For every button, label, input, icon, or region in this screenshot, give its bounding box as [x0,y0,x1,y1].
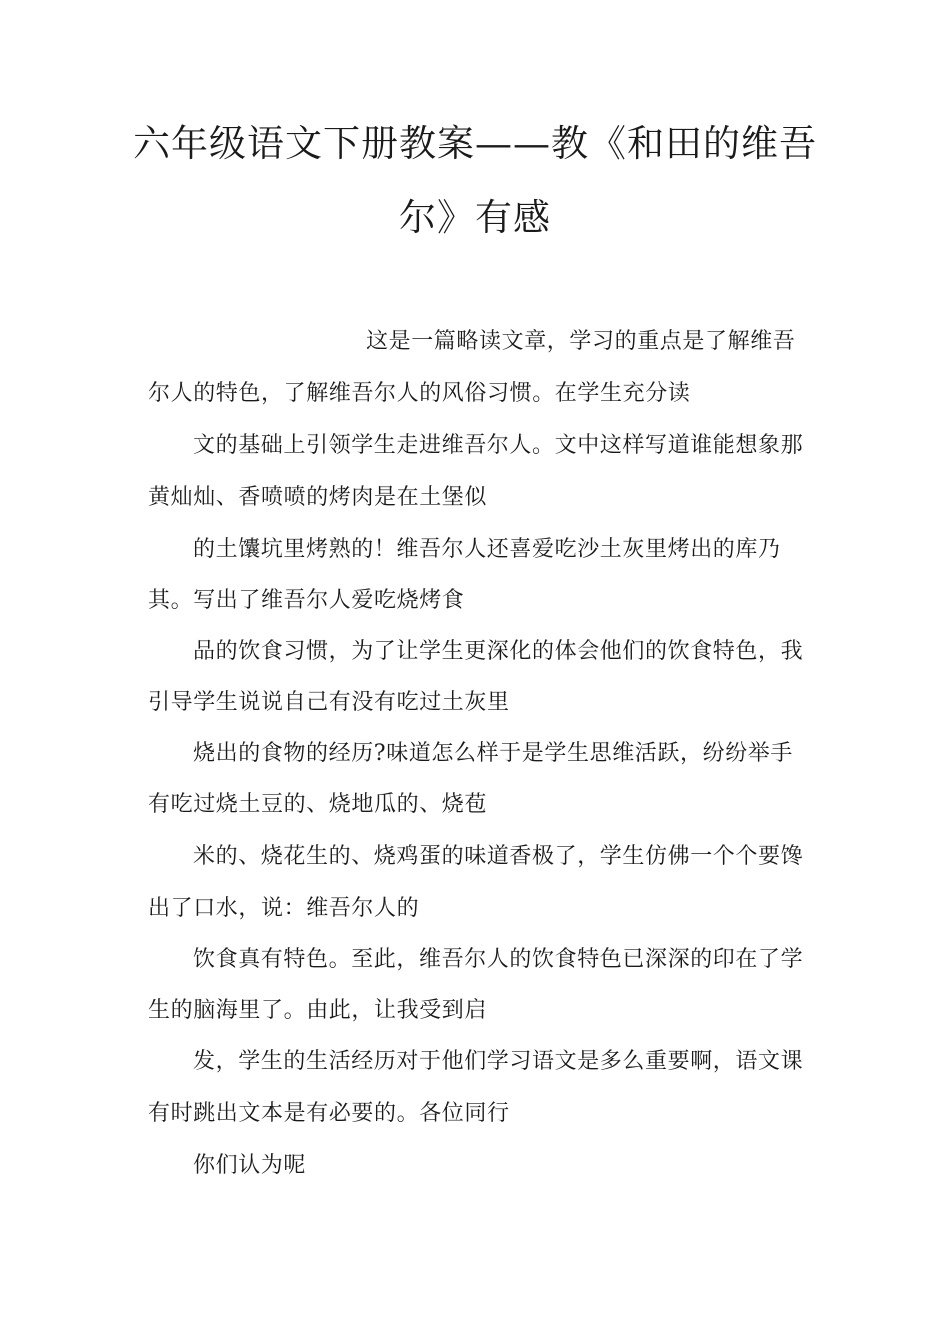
paragraph-line: 尔人的特色，了解维吾尔人的风俗习惯。在学生充分读 [148,381,691,406]
paragraph-line: 文的基础上引领学生走进维吾尔人。文中这样写道谁能想象那 [193,433,804,458]
paragraph-line: 引导学生说说自己有没有吃过土灰里 [148,690,510,715]
document-title-line-2: 尔》有感 [399,196,551,239]
paragraph-line: 出了口水，说：维吾尔人的 [148,896,420,921]
paragraph-line: 发，学生的生活经历对于他们学习语文是多么重要啊，语文课 [193,1049,804,1074]
paragraph-line: 你们认为呢 [193,1153,307,1178]
paragraph-line: 烧出的食物的经历?味道怎么样于是学生思维活跃，纷纷举手 [193,741,793,766]
paragraph-line: 这是一篇略读文章，学习的重点是了解维吾 [366,329,796,354]
paragraph-line: 生的脑海里了。由此，让我受到启 [148,998,488,1023]
paragraph-line: 品的饮食习惯，为了让学生更深化的体会他们的饮食特色，我 [193,639,804,664]
document-title-line-1: 六年级语文下册教案——教《和田的维吾 [133,122,817,165]
paragraph-line: 其。写出了维吾尔人爱吃烧烤食 [148,588,465,613]
paragraph-line: 米的、烧花生的、烧鸡蛋的味道香极了，学生仿佛一个个要馋 [193,844,804,869]
paragraph-line: 饮食真有特色。至此，维吾尔人的饮食特色已深深的印在了学 [193,947,804,972]
paragraph-line: 有吃过烧土豆的、烧地瓜的、烧苞 [148,792,488,817]
paragraph-line: 有时跳出文本是有必要的。各位同行 [148,1101,510,1126]
paragraph-line: 的土馕坑里烤熟的！维吾尔人还喜爱吃沙土灰里烤出的库乃 [193,537,781,562]
paragraph-line: 黄灿灿、香喷喷的烤肉是在土堡似 [148,485,488,510]
